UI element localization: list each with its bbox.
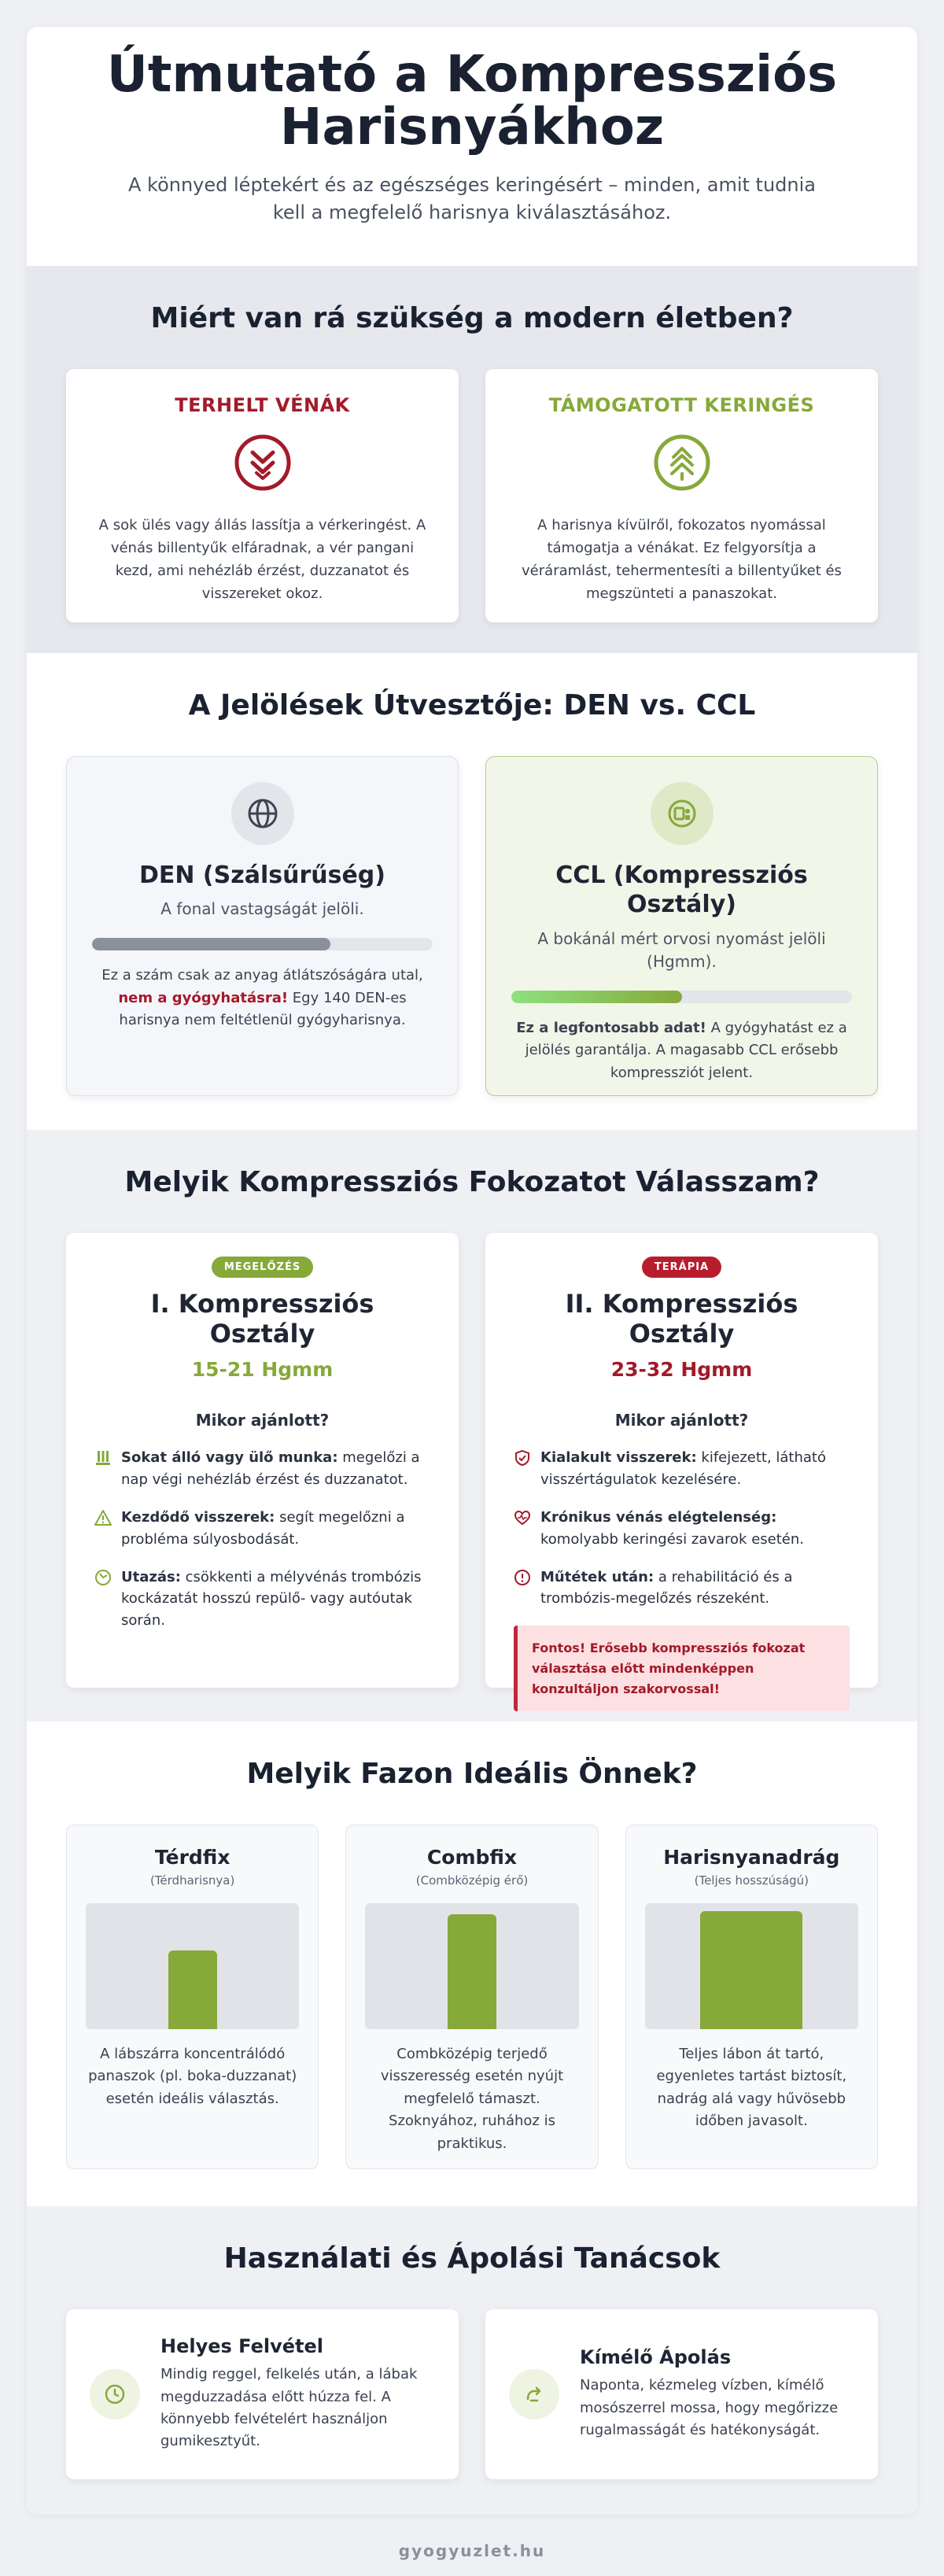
stocking-shape — [168, 1950, 217, 2029]
tip-content — [160, 2335, 435, 2453]
tip-title: Kímélő Ápolás — [580, 2346, 732, 2369]
thigh-high-illustration — [365, 1903, 578, 2029]
tips-section — [27, 2206, 917, 2515]
list-item — [94, 1447, 430, 1491]
fit-text: Combközépig terjedő visszeresség esetén nyújt megfelelő támaszt. Szoknyához, ruhához is praktikus. — [380, 2045, 564, 2152]
ccl-desc-part: A gyógyhatást ez a jelölés garantálja. A magasabb CCL erősebb kompressziót jelent. — [525, 1019, 847, 1081]
marks-section — [27, 653, 917, 1130]
class-range: 15-21 Hgmm — [191, 1357, 334, 1381]
ccl-level-fill — [511, 991, 682, 1003]
doctor-warning: Fontos! Erősebb kompressziós fokozat választása előtt mindenképpen konzultáljon szakorvossal! — [514, 1626, 850, 1711]
item-text — [540, 1447, 850, 1491]
classes-title: Melyik Kompressziós Fokozatot Válasszam? — [124, 1165, 820, 1198]
item-bold: Utazás: — [121, 1568, 181, 1585]
warning-icon — [94, 1509, 112, 1526]
knee-high-illustration — [86, 1903, 299, 2029]
fit-title: Harisnyanadrág — [663, 1845, 840, 1869]
den-title: DEN (Szálsűrűség) — [138, 861, 385, 889]
pantyhose-card — [625, 1825, 878, 2169]
donning-tip-card — [66, 2309, 459, 2479]
heart-pulse-icon — [514, 1509, 531, 1526]
classes-section — [27, 1130, 917, 1722]
pantyhose-illustration — [645, 1903, 858, 2029]
care-tip-card — [485, 2309, 878, 2479]
item-text — [121, 1507, 430, 1551]
clock-icon — [90, 2369, 140, 2419]
fit-alt-name: (Combközépig érő) — [415, 1873, 529, 1888]
item-text — [121, 1447, 430, 1491]
list-item — [94, 1567, 430, 1633]
ccl-desc-emphasis: Ez a legfontosabb adat! — [516, 1019, 706, 1036]
alert-circle-icon — [514, 1569, 531, 1586]
supported-circulation-card — [485, 369, 878, 622]
tips-title: Használati és Ápolási Tanácsok — [223, 2242, 721, 2275]
item-rest: csökkenti a mélyvénás trombózis kockázatát hosszú repülő- vagy autóutak során. — [121, 1568, 422, 1629]
tip-title: Helyes Felvétel — [160, 2335, 323, 2358]
recommendation-list — [514, 1447, 850, 1610]
class-range: 23-32 Hgmm — [610, 1357, 753, 1381]
list-item — [514, 1567, 850, 1611]
therapy-badge: TERÁPIA — [642, 1257, 721, 1278]
why-title: Miért van rá szükség a modern életben? — [150, 301, 794, 334]
recommendation-list — [94, 1447, 430, 1632]
chevrons-down-icon — [234, 434, 292, 492]
ccl-level-bar — [511, 991, 852, 1003]
tip-content — [580, 2346, 854, 2441]
fit-title: Combfix — [426, 1845, 518, 1869]
tag-icon — [651, 782, 714, 845]
den-desc-part: Egy 140 DEN-es harisnya nem feltétlenül gyógyharisnya. — [119, 989, 407, 1029]
fit-alt-name: (Teljes hosszúságú) — [694, 1873, 809, 1888]
when-label: Mikor ajánlott? — [614, 1410, 749, 1430]
fits-section — [27, 1722, 917, 2206]
card-title: TÁMOGATOTT KERINGÉS — [548, 393, 815, 416]
item-bold: Sokat álló vagy ülő munka: — [121, 1449, 338, 1466]
item-bold: Kezdődő visszerek: — [121, 1508, 275, 1526]
stocking-shape — [448, 1914, 496, 2029]
hero — [27, 27, 917, 266]
den-desc-emphasis: nem a gyógyhatásra! — [118, 989, 289, 1006]
list-item — [514, 1507, 850, 1551]
prevention-badge: MEGELŐZÉS — [212, 1257, 313, 1278]
fit-text: Teljes lábon át tartó, egyenletes tartást biztosít, nadrág alá vagy hűvösebb időben javasolt. — [656, 2045, 847, 2130]
list-item — [514, 1447, 850, 1491]
fit-title: Térdfix — [154, 1845, 230, 1869]
fits-title: Melyik Fazon Ideális Önnek? — [246, 1757, 698, 1790]
ccl-subtitle: A bokánál mért orvosi nyomást jelöli (Hgmm). — [537, 928, 826, 971]
thigh-high-card — [345, 1825, 598, 2169]
item-bold: Kialakult visszerek: — [540, 1449, 697, 1466]
item-text — [121, 1567, 430, 1633]
hand-wash-icon — [509, 2369, 559, 2419]
infographic — [27, 27, 917, 2515]
standing-icon — [94, 1449, 112, 1467]
item-text — [540, 1507, 850, 1551]
travel-icon — [94, 1569, 112, 1586]
when-label: Mikor ajánlott? — [195, 1410, 330, 1430]
class-title: II. Kompressziós Osztály — [565, 1288, 798, 1349]
chevrons-up-icon — [653, 434, 711, 492]
why-section — [27, 266, 917, 653]
ccl-card — [485, 756, 878, 1096]
card-text: A harisnya kívülről, fokozatos nyomással támogatja a vénákat. Ez felgyorsítja a véráramlást, tehermentesíti a billentyűket és megszünteti a panaszokat. — [522, 516, 842, 603]
den-desc-part: Ez a szám csak az anyag átlátszóságára utal, — [101, 967, 423, 984]
den-level-fill — [92, 938, 330, 950]
den-description — [92, 965, 433, 1032]
strained-veins-card — [66, 369, 459, 622]
fit-text: A lábszárra koncentrálódó panaszok (pl. boka-duzzanat) esetén ideális választás. — [88, 2045, 297, 2107]
tip-text: Mindig reggel, felkelés után, a lábak megduzzadása előtt húzza fel. A könnyebb felvételért használjon gumikesztyűt. — [160, 2366, 418, 2450]
item-text — [540, 1567, 850, 1611]
card-text: A sok ülés vagy állás lassítja a vérkeringést. A vénás billentyűk elfáradnak, a vér pangani kezd, ami nehézláb érzést, duzzanatot és visszereket okoz. — [98, 516, 426, 603]
den-card — [66, 756, 459, 1096]
item-rest: kifejezett, látható visszértágulatok kezelésére. — [540, 1449, 826, 1488]
class-1-card — [66, 1233, 459, 1688]
tip-text: Naponta, kézmeleg vízben, kímélő mosószerrel mossa, hogy megőrizze rugalmasságát és hatékonyságát. — [580, 2377, 839, 2439]
page-subtitle: A könnyed léptekért és az egészséges keringésért – minden, amit tudnia kell a megfelelő harisnya kiválasztásához. — [127, 174, 816, 224]
globe-icon — [231, 782, 294, 845]
item-bold: Krónikus vénás elégtelenség: — [540, 1508, 777, 1526]
den-level-bar — [92, 938, 433, 950]
den-subtitle: A fonal vastagságát jelöli. — [160, 899, 364, 919]
shield-check-icon — [514, 1449, 531, 1467]
footer-site[interactable]: gyogyuzlet.hu — [398, 2541, 546, 2560]
fit-alt-name: (Térdharisnya) — [149, 1873, 235, 1888]
page-title: Útmutató a Kompressziós Harisnyákhoz — [106, 46, 838, 157]
item-rest: megelőzi a nap végi nehézláb érzést és duzzanatot. — [121, 1449, 420, 1488]
item-rest: a rehabilitáció és a trombózis-megelőzés részeként. — [540, 1568, 793, 1607]
ccl-title: CCL (Kompressziós Osztály) — [555, 861, 808, 919]
item-rest: segít megelőzni a probléma súlyosbodását. — [121, 1508, 405, 1548]
list-item — [94, 1507, 430, 1551]
stocking-shape — [700, 1911, 802, 2029]
card-title: TERHELT VÉNÁK — [175, 393, 350, 416]
marks-title: A Jelölések Útvesztője: DEN vs. CCL — [188, 688, 756, 722]
knee-high-card — [66, 1825, 319, 2169]
class-title: I. Kompressziós Osztály — [150, 1288, 374, 1349]
ccl-description — [511, 1017, 852, 1084]
item-bold: Műtétek után: — [540, 1568, 655, 1585]
item-rest: komolyabb keringési zavarok esetén. — [540, 1530, 804, 1548]
class-2-card — [485, 1233, 878, 1696]
